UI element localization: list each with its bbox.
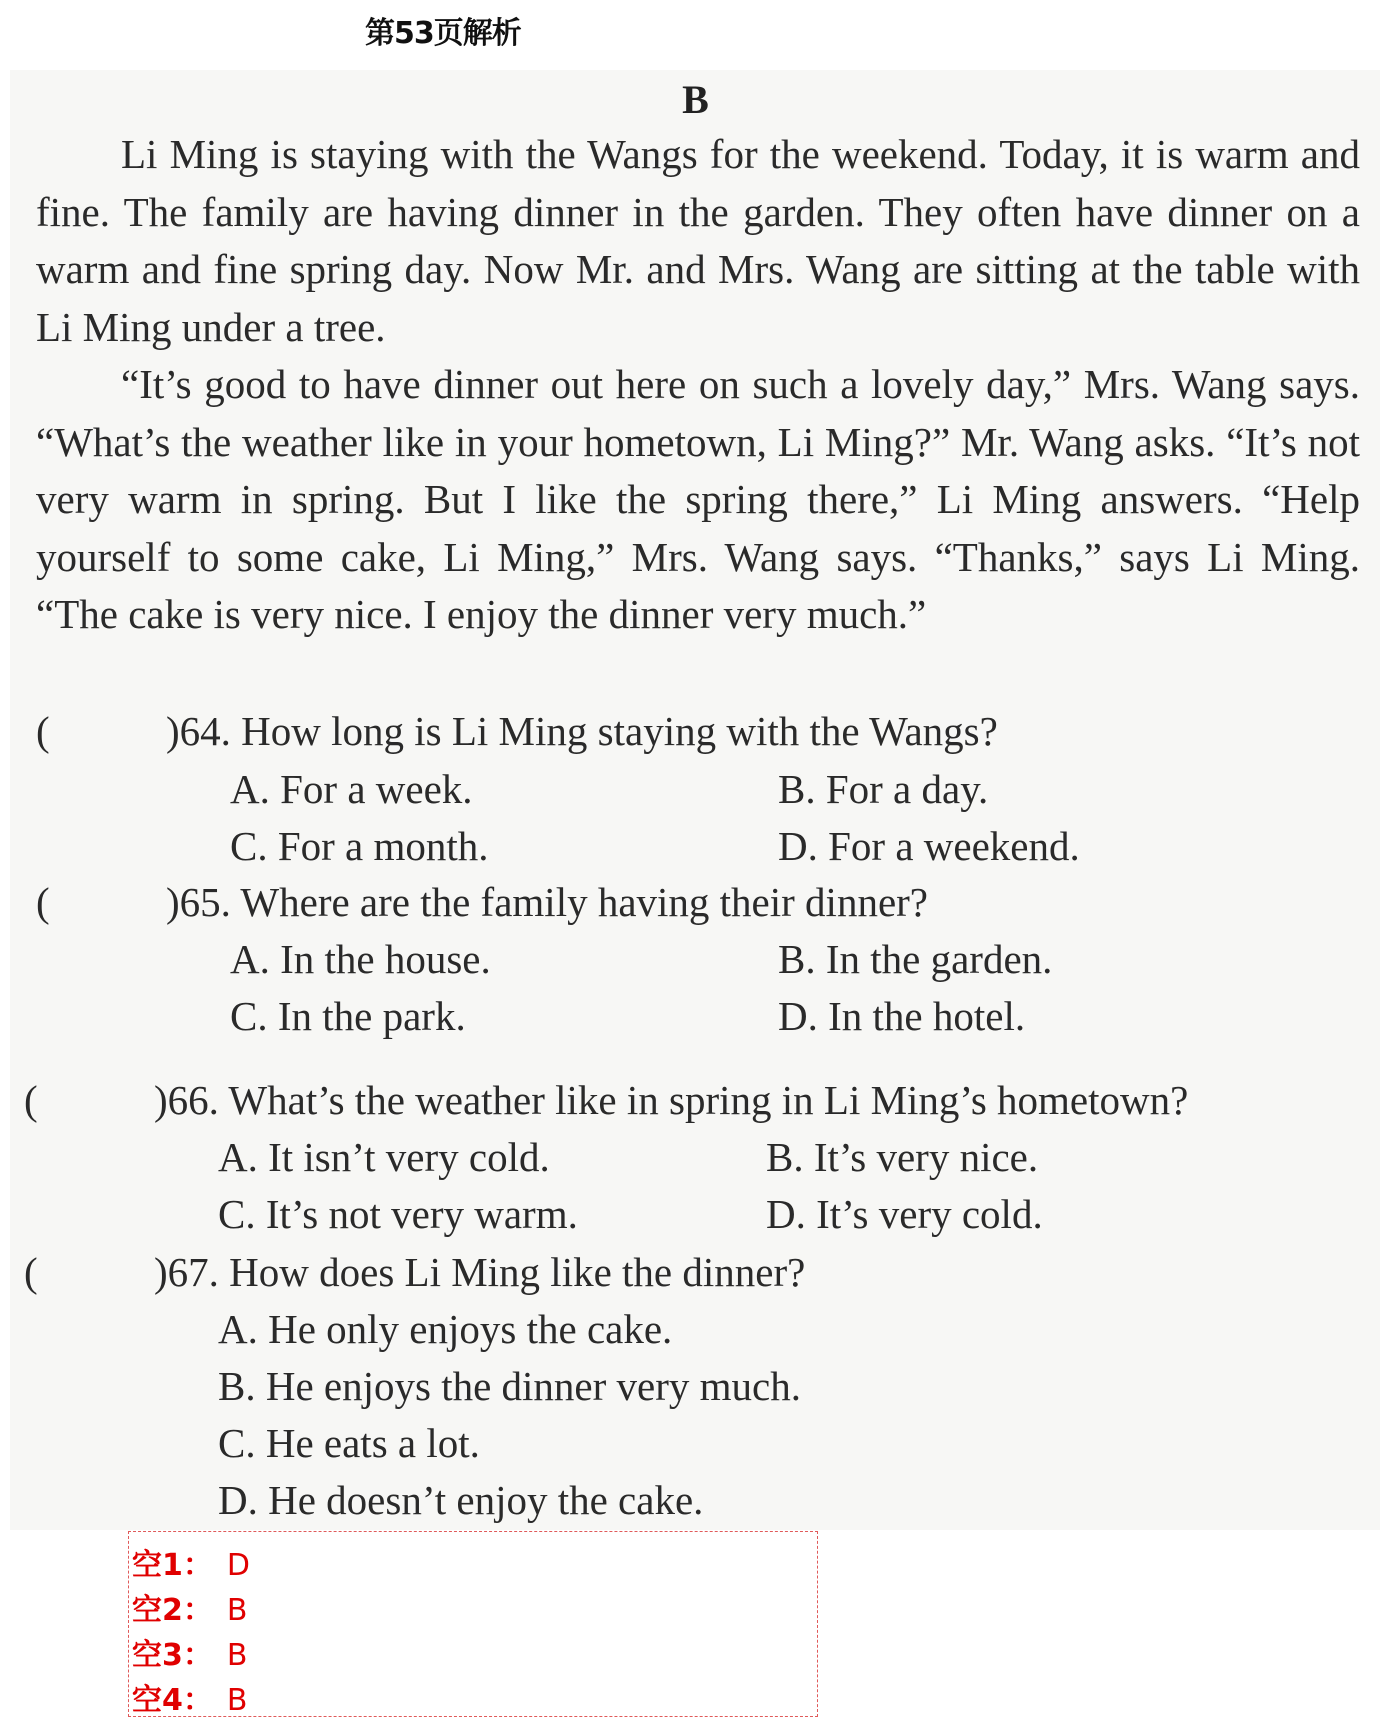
- answer-paren: (: [24, 1077, 38, 1123]
- question-text: How does Li Ming like the dinner?: [229, 1249, 806, 1295]
- question-66: [24, 1076, 1188, 1124]
- question-number: )65.: [166, 879, 231, 925]
- passage-paragraph-1: Li Ming is staying with the Wangs for the weekend. Today, it is warm and fine. The family are having dinner in the garden. They often have dinner on a warm and fine spring day. Now Mr. and Mrs. Wang are sitting at the table with Li Ming under a tree.: [36, 131, 1360, 350]
- option-c: C. It’s not very warm.: [218, 1191, 578, 1237]
- option-a: A. For a week.: [230, 766, 473, 812]
- option-a: A. In the house.: [230, 936, 491, 982]
- answer-label: 空4：: [132, 1683, 213, 1718]
- question-64: [36, 707, 998, 755]
- answer-row-3: [132, 1630, 247, 1674]
- option-d: D. In the hotel.: [778, 993, 1026, 1039]
- question-number: )64.: [166, 708, 231, 754]
- reading-passage: [36, 126, 1360, 644]
- answer-paren: (: [24, 1249, 38, 1295]
- answer-row-4: [132, 1675, 247, 1719]
- question-65: [36, 878, 928, 926]
- answer-value: B: [226, 1683, 248, 1718]
- option-b: B. He enjoys the dinner very much.: [218, 1363, 801, 1409]
- section-letter: B: [682, 77, 709, 122]
- answer-row-1: [132, 1540, 250, 1584]
- answer-label: 空1：: [132, 1548, 213, 1583]
- question-number: )67.: [154, 1249, 219, 1295]
- option-a: A. It isn’t very cold.: [218, 1134, 550, 1180]
- option-b: B. In the garden.: [778, 936, 1053, 982]
- answer-row-2: [132, 1585, 247, 1629]
- question-67: [24, 1248, 805, 1296]
- option-c: C. In the park.: [230, 993, 466, 1039]
- option-d: D. He doesn’t enjoy the cake.: [218, 1477, 704, 1523]
- option-c: C. For a month.: [230, 823, 489, 869]
- option-a: A. He only enjoys the cake.: [218, 1306, 673, 1352]
- option-d: D. For a weekend.: [778, 823, 1080, 869]
- option-d: D. It’s very cold.: [766, 1191, 1043, 1237]
- answer-label: 空3：: [132, 1638, 213, 1673]
- answer-paren: (: [36, 708, 50, 754]
- answer-label: 空2：: [132, 1593, 213, 1628]
- answer-value: B: [226, 1638, 248, 1673]
- answer-paren: (: [36, 879, 50, 925]
- question-number: )66.: [154, 1077, 219, 1123]
- question-text: How long is Li Ming staying with the Wangs?: [241, 708, 998, 754]
- option-b: B. It’s very nice.: [766, 1134, 1039, 1180]
- answer-value: D: [226, 1548, 250, 1583]
- question-text: What’s the weather like in spring in Li Ming’s hometown?: [228, 1077, 1189, 1123]
- option-c: C. He eats a lot.: [218, 1420, 480, 1466]
- answer-value: B: [226, 1593, 248, 1628]
- question-text: Where are the family having their dinner?: [240, 879, 928, 925]
- option-b: B. For a day.: [778, 766, 989, 812]
- page-title: 第53页解析: [365, 16, 521, 51]
- passage-paragraph-2: “It’s good to have dinner out here on such a lovely day,” Mrs. Wang says. “What’s the weather like in your hometown, Li Ming?” Mr. Wang asks. “It’s not very warm in spring. But I like the spring there,” Li Ming answers. “Help yourself to some cake, Li Ming,” Mrs. Wang says. “Thanks,” says Li Ming. “The cake is very nice. I enjoy the dinner very much.”: [36, 361, 1360, 637]
